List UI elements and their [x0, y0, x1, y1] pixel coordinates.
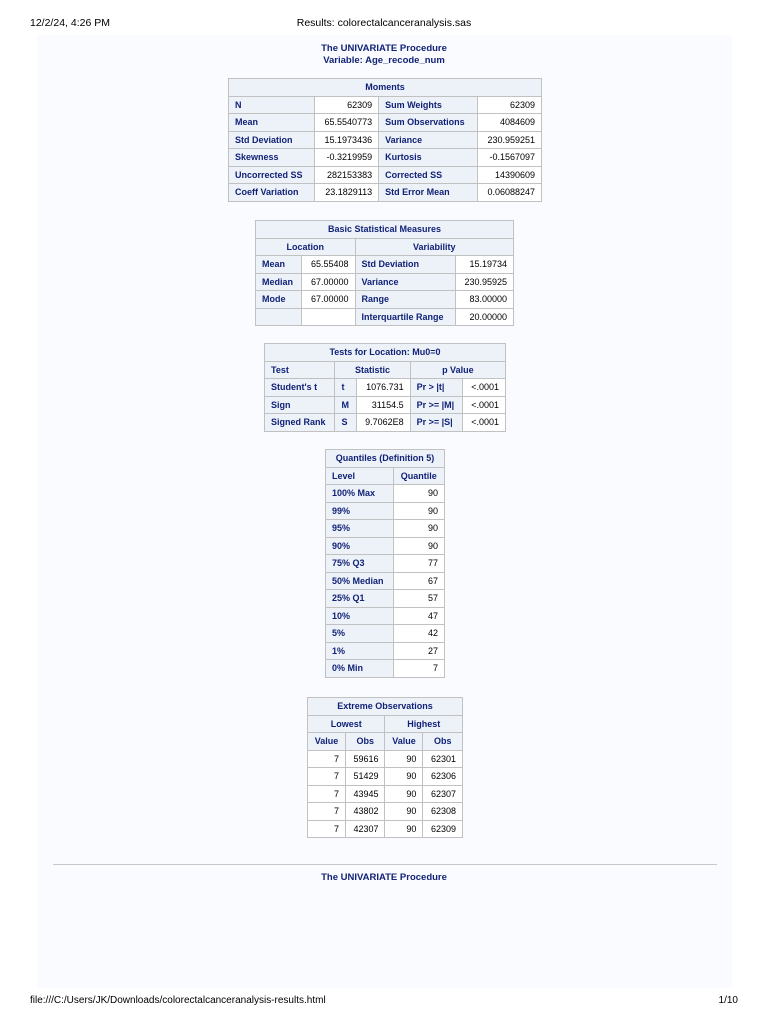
highest-value: 90 — [385, 803, 423, 821]
table-row — [229, 166, 542, 184]
variability-label: Interquartile Range — [355, 308, 455, 326]
row-label: Std Error Mean — [379, 184, 477, 202]
quantile-value: 90 — [393, 537, 444, 555]
pvalue-label: Pr > |t| — [410, 379, 463, 397]
table-row — [265, 379, 506, 397]
variability-value: 230.95925 — [455, 273, 514, 291]
quantile-value: 57 — [393, 590, 444, 608]
quantile-value: 90 — [393, 502, 444, 520]
extreme-obs-title: Extreme Observations — [308, 698, 463, 716]
highest-value: 90 — [385, 820, 423, 838]
quantiles-title: Quantiles (Definition 5) — [326, 450, 445, 468]
quantile-value: 42 — [393, 625, 444, 643]
basic-stats-body — [256, 256, 514, 326]
location-value — [302, 308, 355, 326]
location-label: Median — [256, 273, 302, 291]
row-label: Corrected SS — [379, 166, 477, 184]
quantile-value: 47 — [393, 607, 444, 625]
table-row — [229, 131, 542, 149]
quantile-level: 90% — [326, 537, 394, 555]
table-row — [308, 803, 463, 821]
lowest-obs: 59616 — [345, 750, 385, 768]
quantile-value: 67 — [393, 572, 444, 590]
quantile-col-header: Quantile — [393, 467, 444, 485]
level-col-header: Level — [326, 467, 394, 485]
quantile-level: 99% — [326, 502, 394, 520]
quantile-value: 77 — [393, 555, 444, 573]
row-value: -0.1567097 — [477, 149, 541, 167]
statistic-value: 31154.5 — [356, 396, 410, 414]
quantile-level: 25% Q1 — [326, 590, 394, 608]
variability-value: 20.00000 — [455, 308, 514, 326]
quantile-level: 50% Median — [326, 572, 394, 590]
lowest-obs: 42307 — [345, 820, 385, 838]
highest-header: Highest — [385, 715, 463, 733]
location-header: Location — [256, 238, 356, 256]
statistic-value: 1076.731 — [356, 379, 410, 397]
lowest-obs: 51429 — [345, 768, 385, 786]
next-procedure-title: The UNIVARIATE Procedure — [321, 872, 447, 883]
quantile-level: 75% Q3 — [326, 555, 394, 573]
moments-body — [229, 96, 542, 201]
quantiles-body — [326, 485, 445, 678]
row-label: Sum Weights — [379, 96, 477, 114]
table-row — [229, 149, 542, 167]
lowest-value: 7 — [308, 820, 346, 838]
table-row — [308, 820, 463, 838]
table-row — [256, 273, 514, 291]
test-name: Student's t — [265, 379, 335, 397]
variability-header: Variability — [355, 238, 514, 256]
basic-stats-table — [255, 220, 514, 326]
lowest-value-header: Value — [308, 733, 346, 751]
table-row — [256, 256, 514, 274]
variability-label: Variance — [355, 273, 455, 291]
row-label: Uncorrected SS — [229, 166, 315, 184]
table-row — [326, 590, 445, 608]
file-path: file:///C:/Users/JK/Downloads/colorectalcanceranalysis-results.html — [30, 995, 326, 1006]
table-row — [326, 642, 445, 660]
page-number: 1/10 — [718, 995, 738, 1006]
statistic-value: 9.7062E8 — [356, 414, 410, 432]
variability-label: Std Deviation — [355, 256, 455, 274]
test-col-header: Test — [265, 361, 335, 379]
lowest-obs-header: Obs — [345, 733, 385, 751]
table-row — [326, 502, 445, 520]
test-name: Sign — [265, 396, 335, 414]
table-row — [326, 520, 445, 538]
lowest-value: 7 — [308, 750, 346, 768]
lowest-obs: 43802 — [345, 803, 385, 821]
quantile-value: 90 — [393, 520, 444, 538]
tests-location-table — [264, 343, 506, 432]
statistic-symbol: M — [335, 396, 356, 414]
highest-obs: 62307 — [423, 785, 463, 803]
table-row — [326, 572, 445, 590]
quantile-level: 100% Max — [326, 485, 394, 503]
row-value: 14390609 — [477, 166, 541, 184]
table-row — [326, 660, 445, 678]
row-value: 62309 — [477, 96, 541, 114]
table-row — [265, 414, 506, 432]
pvalue: <.0001 — [463, 396, 506, 414]
highest-obs: 62308 — [423, 803, 463, 821]
location-value: 65.55408 — [302, 256, 355, 274]
highest-obs: 62309 — [423, 820, 463, 838]
table-row — [326, 485, 445, 503]
table-row — [326, 537, 445, 555]
table-row — [256, 291, 514, 309]
quantile-level: 10% — [326, 607, 394, 625]
lowest-value: 7 — [308, 768, 346, 786]
pvalue: <.0001 — [463, 379, 506, 397]
variability-label: Range — [355, 291, 455, 309]
print-timestamp: 12/2/24, 4:26 PM — [30, 17, 110, 29]
test-name: Signed Rank — [265, 414, 335, 432]
row-value: 282153383 — [314, 166, 378, 184]
location-label: Mean — [256, 256, 302, 274]
table-row — [229, 96, 542, 114]
row-label: Mean — [229, 114, 315, 132]
location-value: 67.00000 — [302, 273, 355, 291]
table-row — [326, 555, 445, 573]
location-label — [256, 308, 302, 326]
row-value: 62309 — [314, 96, 378, 114]
extreme-obs-table — [307, 697, 463, 838]
lowest-header: Lowest — [308, 715, 385, 733]
row-value: 15.1973436 — [314, 131, 378, 149]
highest-value: 90 — [385, 750, 423, 768]
lowest-value: 7 — [308, 803, 346, 821]
procedure-title: The UNIVARIATE Procedure — [321, 43, 447, 54]
lowest-value: 7 — [308, 785, 346, 803]
row-value: 230.959251 — [477, 131, 541, 149]
basic-stats-title: Basic Statistical Measures — [256, 221, 514, 239]
row-value: -0.3219959 — [314, 149, 378, 167]
variability-value: 83.00000 — [455, 291, 514, 309]
tests-location-body — [265, 379, 506, 432]
highest-obs: 62301 — [423, 750, 463, 768]
section-divider — [53, 864, 717, 865]
row-label: Coeff Variation — [229, 184, 315, 202]
table-row — [229, 114, 542, 132]
quantile-value: 7 — [393, 660, 444, 678]
moments-title: Moments — [229, 79, 542, 97]
print-footer — [30, 995, 738, 1009]
pvalue-label: Pr >= |M| — [410, 396, 463, 414]
location-label: Mode — [256, 291, 302, 309]
row-label: Skewness — [229, 149, 315, 167]
row-value: 4084609 — [477, 114, 541, 132]
highest-value: 90 — [385, 785, 423, 803]
extreme-obs-body — [308, 750, 463, 838]
quantiles-table — [325, 449, 445, 678]
variability-value: 15.19734 — [455, 256, 514, 274]
table-row — [308, 785, 463, 803]
variable-title: Variable: Age_recode_num — [323, 55, 445, 66]
table-row — [326, 625, 445, 643]
statistic-symbol: S — [335, 414, 356, 432]
quantile-level: 5% — [326, 625, 394, 643]
document-title: Results: colorectalcanceranalysis.sas — [296, 17, 472, 29]
pvalue-col-header: p Value — [410, 361, 505, 379]
print-header — [30, 17, 738, 31]
highest-obs: 62306 — [423, 768, 463, 786]
moments-table — [228, 78, 542, 202]
table-row — [265, 396, 506, 414]
table-row — [308, 768, 463, 786]
table-row — [256, 308, 514, 326]
pvalue-label: Pr >= |S| — [410, 414, 463, 432]
highest-value-header: Value — [385, 733, 423, 751]
table-row — [326, 607, 445, 625]
quantile-level: 1% — [326, 642, 394, 660]
row-value: 23.1829113 — [314, 184, 378, 202]
statistic-symbol: t — [335, 379, 356, 397]
row-label: Sum Observations — [379, 114, 477, 132]
quantile-value: 27 — [393, 642, 444, 660]
row-label: Std Deviation — [229, 131, 315, 149]
statistic-col-header: Statistic — [335, 361, 410, 379]
highest-obs-header: Obs — [423, 733, 463, 751]
row-label: Variance — [379, 131, 477, 149]
row-label: Kurtosis — [379, 149, 477, 167]
table-row — [308, 750, 463, 768]
quantile-value: 90 — [393, 485, 444, 503]
pvalue: <.0001 — [463, 414, 506, 432]
quantile-level: 95% — [326, 520, 394, 538]
row-value: 0.06088247 — [477, 184, 541, 202]
table-row — [229, 184, 542, 202]
tests-location-title: Tests for Location: Mu0=0 — [265, 344, 506, 362]
row-value: 65.5540773 — [314, 114, 378, 132]
lowest-obs: 43945 — [345, 785, 385, 803]
row-label: N — [229, 96, 315, 114]
quantile-level: 0% Min — [326, 660, 394, 678]
location-value: 67.00000 — [302, 291, 355, 309]
highest-value: 90 — [385, 768, 423, 786]
